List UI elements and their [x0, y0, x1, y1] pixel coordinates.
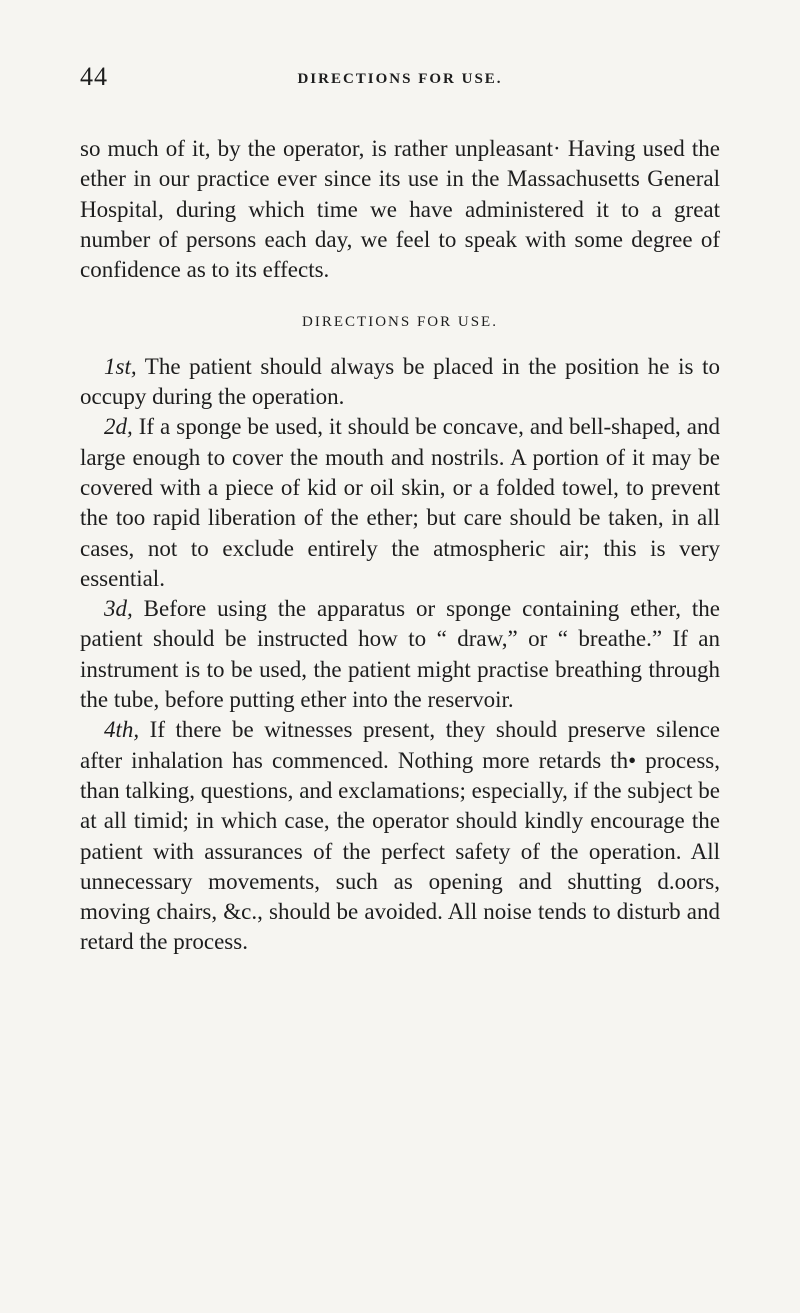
direction-item-4 — [80, 715, 720, 957]
direction-item-1 — [80, 352, 720, 413]
running-head — [80, 62, 720, 102]
direction-item-2 — [80, 412, 720, 594]
running-title: DIRECTIONS FOR USE. — [297, 71, 503, 87]
direction-ordinal: 2d, — [104, 414, 133, 440]
section-heading: DIRECTIONS FOR USE. — [302, 314, 498, 331]
direction-ordinal: 4th, — [104, 717, 140, 743]
direction-item-3 — [80, 594, 720, 715]
direction-text: If there be witnesses present, they should preserve silence after inhalation has commenced. Nothing more retards th• process, than talking, questions, and exclamations; especially, if the subject be at all timid; in which case, the operator should kindly encourage the patient with assurances of the perfect safety of the operation. All unnecessary movements, such as opening and shutting d.oors, moving chairs, &c., should be avoided. All noise tends to disturb and retard the process. — [80, 717, 720, 955]
body-text — [80, 134, 720, 958]
book-page — [80, 62, 720, 958]
direction-text: The patient should always be placed in the position he is to occupy during the operation. — [80, 353, 720, 410]
continued-paragraph: so much of it, by the operator, is rather unpleasant· Having used the ether in our practice ever since its use in the Massachusetts General Hospital, during which time we have administered it to a great number of persons each day, we feel to speak with some degree of confidence as to its effects. — [80, 136, 720, 283]
direction-text: Before using the apparatus or sponge containing ether, the patient should be instructed how to “ draw,” or “ breathe.” If an instrument is to be used, the patient might practise breathing through the tube, before putting ether into the reservoir. — [80, 596, 720, 713]
page-number: 44 — [80, 62, 108, 91]
direction-ordinal: 1st, — [104, 353, 137, 379]
direction-ordinal: 3d, — [104, 596, 133, 622]
direction-text: If a sponge be used, it should be concave, and bell-shaped, and large enough to cover the mouth and nostrils. A portion of it may be covered with a piece of kid or oil skin, or a folded towel, to prevent the too rapid liberation of the ether; but care should be taken, in all cases, not to exclude entirely the atmospheric air; this is very essential. — [80, 414, 720, 591]
